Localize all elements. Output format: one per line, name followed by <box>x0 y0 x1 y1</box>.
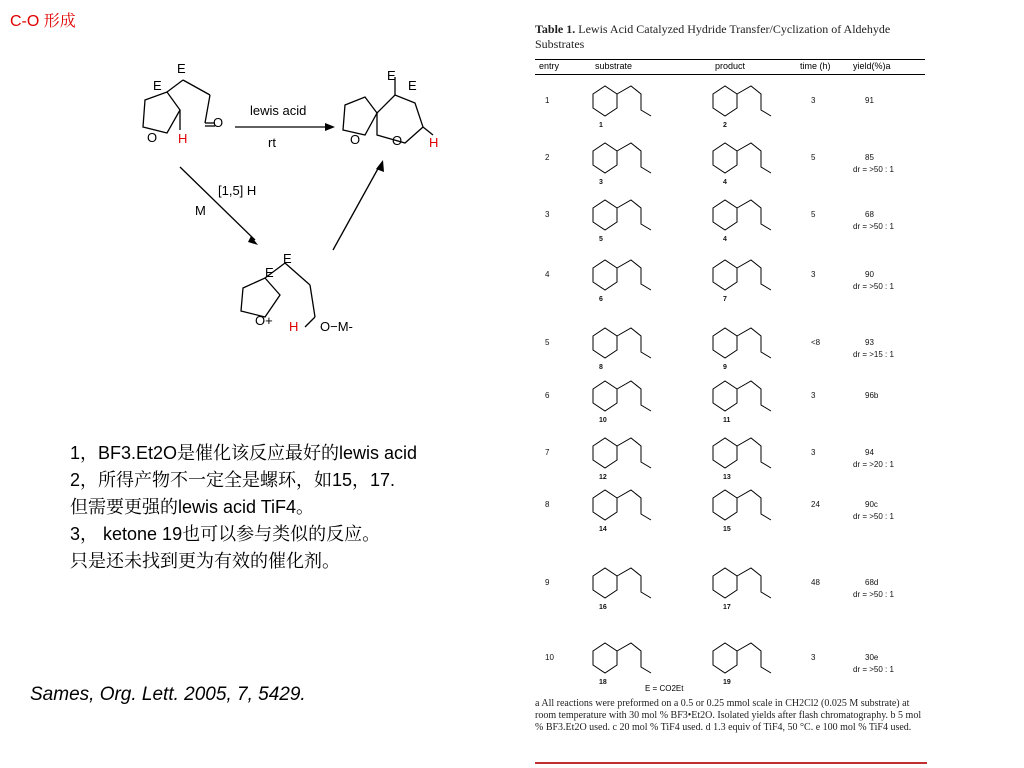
note-line: 只是还未找到更为有效的催化剂。 <box>70 551 340 571</box>
table-row <box>535 562 925 612</box>
bottom-rule <box>535 762 927 764</box>
table-row <box>535 194 925 244</box>
table-caption <box>535 22 925 52</box>
product-number: 2 <box>723 122 727 129</box>
note-line: 1，BF3.Et2O是催化该反应最好的lewis acid <box>70 443 418 463</box>
yield-cell: 90c <box>865 500 878 509</box>
header-substrate: substrate <box>595 61 633 71</box>
yield-cell: 96b <box>865 391 879 400</box>
substrate-number: 18 <box>599 679 607 686</box>
entry-cell: 3 <box>545 210 550 219</box>
time-cell: 3 <box>811 653 816 662</box>
reagent-label: lewis acid <box>250 103 307 118</box>
table-row <box>535 80 925 130</box>
header-product: product <box>715 61 746 71</box>
time-cell: <8 <box>811 338 821 347</box>
header-entry: entry <box>539 61 560 71</box>
yield-cell: 68 <box>865 210 874 219</box>
dr-cell: dr = >50 : 1 <box>853 590 894 599</box>
e-label: E <box>283 251 292 266</box>
e-label: E <box>387 68 396 83</box>
substrate-number: 16 <box>599 604 607 611</box>
header-time: time (h) <box>800 61 831 71</box>
substrate-structure <box>585 194 665 236</box>
product-number: 9 <box>723 364 727 371</box>
dr-cell: dr = >50 : 1 <box>853 222 894 231</box>
product-number: 4 <box>723 179 727 186</box>
substrate-structure <box>585 254 665 296</box>
yield-cell: 91 <box>865 96 874 105</box>
time-cell: 48 <box>811 578 820 587</box>
header-yield: yield(%)a <box>853 61 891 71</box>
product-structure <box>705 137 785 179</box>
shift-label: [1,5] H <box>218 183 257 198</box>
oplus-label: O+ <box>255 313 273 328</box>
product-number: 11 <box>723 417 731 424</box>
product-number: 7 <box>723 296 727 303</box>
product-structure <box>705 562 785 604</box>
yield-cell: 94 <box>865 448 874 457</box>
product-structure <box>705 375 785 417</box>
dr-cell: dr = >15 : 1 <box>853 350 894 359</box>
substrate-number: 10 <box>599 417 607 424</box>
table-caption-text: Lewis Acid Catalyzed Hydride Transfer/Cyclization of Aldehyde Substrates <box>535 22 891 51</box>
substrate-structure <box>585 562 665 604</box>
substrate-number: 5 <box>599 236 603 243</box>
time-cell: 5 <box>811 153 816 162</box>
h-label: H <box>178 131 188 146</box>
e-label: E <box>177 61 186 76</box>
substrate-structure <box>585 637 665 679</box>
substrate-structure <box>585 80 665 122</box>
notes <box>70 440 417 575</box>
substrate-structure <box>585 432 665 474</box>
product-number: 13 <box>723 474 731 481</box>
o-label: O <box>147 130 158 145</box>
table-caption-label: Table 1. <box>535 22 576 36</box>
table-header <box>535 59 925 75</box>
table-footnote: a All reactions were preformed on a 0.5 or 0.25 mmol scale in CH2Cl2 (0.025 M substrate) at room temperature with 30 mol % BF3•Et2O. Isolated yields after flash chromatography. b 5 mol % BF3.Et2O used. c 20 mol % TiF4 used. d 1.3 equiv of TiF4, 50 °C. e 100 mol % TiF4 used. <box>535 698 922 733</box>
condition-label: rt <box>268 135 276 150</box>
time-cell: 3 <box>811 96 816 105</box>
yield-cell: 85 <box>865 153 874 162</box>
table-row <box>535 484 925 534</box>
e-label: E <box>153 78 162 93</box>
e-definition: E = CO2Et <box>645 684 684 693</box>
substrate-number: 14 <box>599 526 607 533</box>
dr-cell: dr = >50 : 1 <box>853 282 894 291</box>
o-label: O <box>350 132 361 147</box>
citation: Sames, Org. Lett. 2005, 7, 5429. <box>30 684 306 705</box>
product-structure <box>705 254 785 296</box>
h-label: H <box>429 135 439 150</box>
table-row <box>535 432 925 482</box>
dr-cell: dr = >20 : 1 <box>853 460 894 469</box>
ometal-label: O−M- <box>320 319 353 334</box>
product-structure <box>705 432 785 474</box>
e-label: E <box>265 265 274 280</box>
table-row <box>535 137 925 187</box>
yield-cell: 68d <box>865 578 879 587</box>
time-cell: 5 <box>811 210 816 219</box>
note-line: 2，所得产物不一定全是螺环，如15，17. <box>70 470 396 490</box>
yield-cell: 90 <box>865 270 874 279</box>
o-label: O <box>392 133 403 148</box>
product-number: 19 <box>723 679 731 686</box>
product-number: 4 <box>723 236 727 243</box>
o-label: O <box>213 115 224 130</box>
substrate-number: 3 <box>599 179 603 186</box>
dr-cell: dr = >50 : 1 <box>853 665 894 674</box>
table-row <box>535 637 925 687</box>
reaction-scheme <box>125 55 455 345</box>
time-cell: 3 <box>811 391 816 400</box>
table-row <box>535 375 925 425</box>
substrate-structure <box>585 375 665 417</box>
table-figure <box>535 22 925 768</box>
time-cell: 24 <box>811 500 820 509</box>
entry-cell: 6 <box>545 391 550 400</box>
note-line: 但需要更强的lewis acid TiF4。 <box>70 497 315 517</box>
product-structure <box>705 637 785 679</box>
substrate-number: 6 <box>599 296 603 303</box>
entry-cell: 10 <box>545 653 554 662</box>
entry-cell: 4 <box>545 270 550 279</box>
product-structure <box>705 484 785 526</box>
substrate-structure <box>585 484 665 526</box>
yield-cell: 30e <box>865 653 879 662</box>
entry-cell: 1 <box>545 96 550 105</box>
substrate-number: 8 <box>599 364 603 371</box>
substrate-structure <box>585 322 665 364</box>
product-number: 15 <box>723 526 731 533</box>
metal-label: M <box>195 203 206 218</box>
table-row <box>535 254 925 304</box>
substrate-structure <box>585 137 665 179</box>
e-label: E <box>408 78 417 93</box>
entry-cell: 8 <box>545 500 550 509</box>
entry-cell: 2 <box>545 153 550 162</box>
substrate-number: 12 <box>599 474 607 481</box>
entry-cell: 5 <box>545 338 550 347</box>
dr-cell: dr = >50 : 1 <box>853 512 894 521</box>
slide-title: C-O 形成 <box>10 13 76 30</box>
product-number: 17 <box>723 604 731 611</box>
product-structure <box>705 80 785 122</box>
product-structure <box>705 322 785 364</box>
yield-cell: 93 <box>865 338 874 347</box>
time-cell: 3 <box>811 270 816 279</box>
substrate-number: 1 <box>599 122 603 129</box>
entry-cell: 7 <box>545 448 550 457</box>
time-cell: 3 <box>811 448 816 457</box>
entry-cell: 9 <box>545 578 550 587</box>
table-row <box>535 322 925 372</box>
h-label: H <box>289 319 299 334</box>
dr-cell: dr = >50 : 1 <box>853 165 894 174</box>
product-structure <box>705 194 785 236</box>
note-line: 3， ketone 19也可以参与类似的反应。 <box>70 524 381 544</box>
